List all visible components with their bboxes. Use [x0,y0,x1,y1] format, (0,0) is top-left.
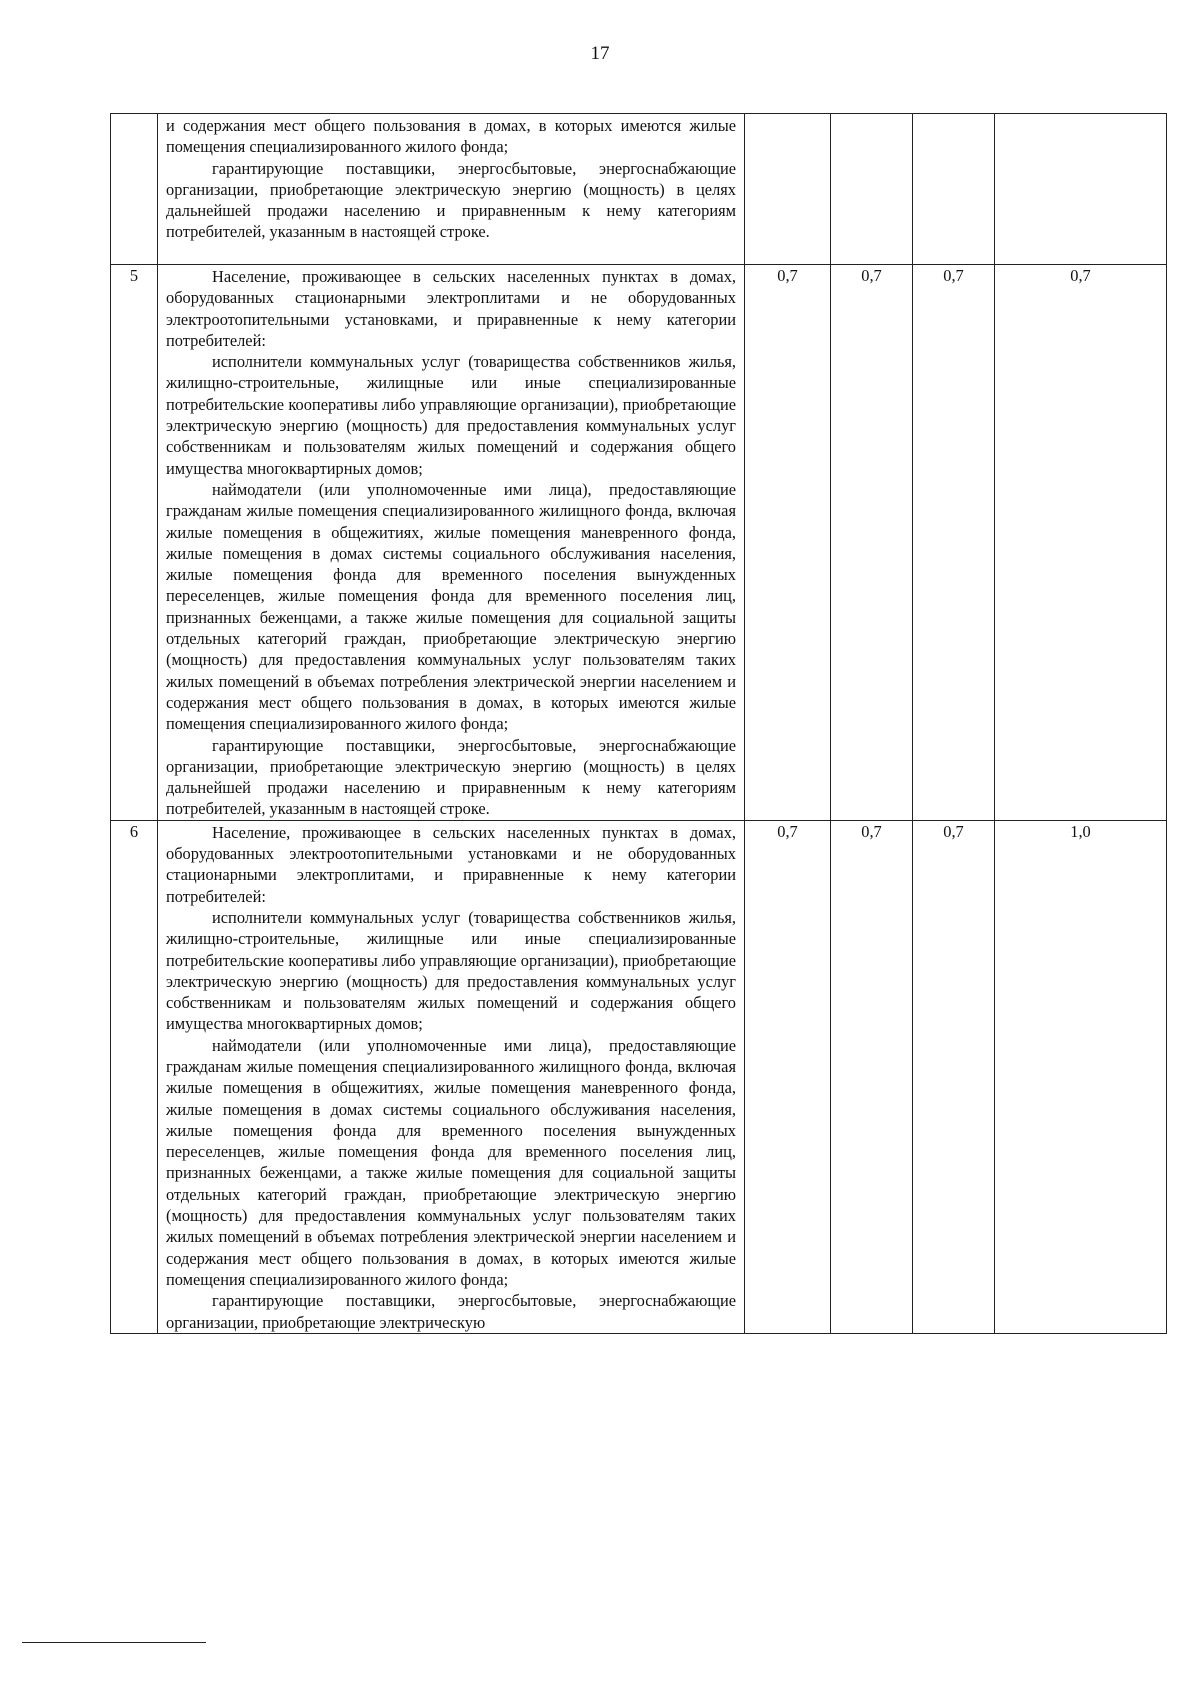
description-paragraph: гарантирующие поставщики, энергосбытовые, энергоснабжающие организации, приобретающие электрическую [166,1291,736,1332]
coefficient-cell: 0,7 [831,820,913,1333]
tariff-coefficient-table [110,113,1167,1334]
coefficient-cell: 0,7 [913,820,995,1333]
table-row-5 [111,265,1167,821]
description-paragraph: гарантирующие поставщики, энергосбытовые, энергоснабжающие организации, приобретающие электрическую энергию (мощность) в целях дальнейшей продажи населению и приравненным к нему категориям потребителей, указанным в настоящей строке. [166,735,736,819]
row-description-cell [158,114,745,265]
description-paragraph: гарантирующие поставщики, энергосбытовые, энергоснабжающие организации, приобретающие электрическую энергию (мощность) в целях дальнейшей продажи населению и приравненным к нему категориям потребителей, указанным в настоящей строке. [166,158,736,242]
coefficient-cell: 0,7 [745,820,831,1333]
table-row-continuation [111,114,1167,265]
coefficient-cell: 0,7 [995,265,1167,821]
coefficient-cell [913,114,995,265]
coefficient-cell: 0,7 [745,265,831,821]
description-paragraph: исполнители коммунальных услуг (товарищества собственников жилья, жилищно-строительные, жилищные или иные специализированные потребительские кооперативы либо управляющие организации), приобретающие электрическую энергию (мощность) для предоставления коммунальных услуг собственникам и пользователям жилых помещений и содержания общего имущества многоквартирных домов; [166,907,736,1034]
row-number-cell: 6 [111,820,158,1333]
coefficient-cell: 0,7 [831,265,913,821]
description-paragraph: Население, проживающее в сельских населенных пунктах в домах, оборудованных стационарными электроплитами и не оборудованных электроотопительными установками, и приравненные к нему категории потребителей: [166,267,736,350]
table-row-6 [111,820,1167,1333]
coefficient-cell [995,114,1167,265]
description-paragraph: и содержания мест общего пользования в домах, в которых имеются жилые помещения специализированного жилого фонда; [166,116,736,157]
row-number-cell [111,114,158,265]
description-paragraph: наймодатели (или уполномоченные ими лица), предоставляющие гражданам жилые помещения специализированного жилищного фонда, включая жилые помещения в общежитиях, жилые помещения маневренного фонда, жилые помещения в домах системы социального обслуживания населения, жилые помещения фонда для временного поселения вынужденных переселенцев, жилые помещения фонда для временного поселения лиц, признанных беженцами, а также жилые помещения для социальной защиты отдельных категорий граждан, приобретающие электрическую энергию (мощность) для предоставления коммунальных услуг пользователям таких жилых помещений в объемах потребления электрической энергии населением и содержания мест общего пользования в домах, в которых имеются жилые помещения специализированного жилого фонда; [166,479,736,734]
coefficient-cell: 1,0 [995,820,1167,1333]
description-paragraph: исполнители коммунальных услуг (товарищества собственников жилья, жилищно-строительные, жилищные или иные специализированные потребительские кооперативы либо управляющие организации), приобретающие электрическую энергию (мощность) для предоставления коммунальных услуг собственникам и пользователям жилых помещений и содержания общего имущества многоквартирных домов; [166,352,736,478]
coefficient-cell [831,114,913,265]
row-description-cell [158,265,745,821]
description-paragraph: Население, проживающее в сельских населенных пунктах в домах, оборудованных электроотопительными установками и не оборудованных стационарными электроплитами, и приравненные к нему категории потребителей: [166,822,736,906]
row-number-cell: 5 [111,265,158,821]
coefficient-cell [745,114,831,265]
footnote-separator-line [22,1642,206,1643]
row-description-cell [158,820,745,1333]
page-number: 17 [590,43,610,64]
coefficient-cell: 0,7 [913,265,995,821]
description-paragraph: наймодатели (или уполномоченные ими лица), предоставляющие гражданам жилые помещения специализированного жилищного фонда, включая жилые помещения в общежитиях, жилые помещения маневренного фонда, жилые помещения в домах системы социального обслуживания населения, жилые помещения фонда для временного поселения вынужденных переселенцев, жилые помещения фонда для временного поселения лиц, признанных беженцами, а также жилые помещения для социальной защиты отдельных категорий граждан, приобретающие электрическую энергию (мощность) для предоставления коммунальных услуг пользователям таких жилых помещений в объемах потребления электрической энергии населением и содержания мест общего пользования в домах, в которых имеются жилые помещения специализированного жилого фонда; [166,1035,736,1289]
